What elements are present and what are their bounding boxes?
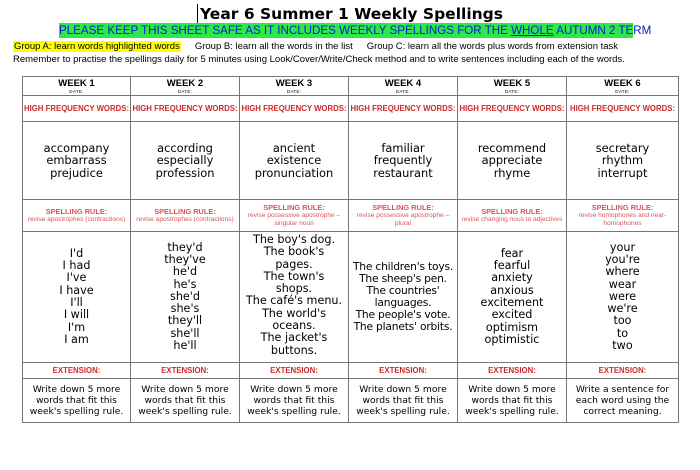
spelling-word: The café's menu.: [245, 294, 343, 308]
banner-text-end: AUTUMN 2 TERM: [553, 24, 652, 37]
high-frequency-label: HIGH FREQUENCY WORDS:: [240, 96, 349, 122]
sheet-title-text: Year 6 Summer 1 Weekly Spellings: [197, 4, 503, 24]
extension-label: EXTENSION:: [131, 363, 240, 379]
spelling-rule-row: [23, 200, 679, 232]
spelling-word: anxious: [490, 283, 534, 297]
spelling-word: I've: [66, 271, 87, 285]
spelling-word: you're: [605, 252, 640, 266]
week-header-3: [240, 77, 349, 96]
high-frequency-word: rhyme: [493, 165, 531, 180]
spelling-word: they'd: [167, 240, 203, 254]
high-frequency-words-week-2: [131, 122, 240, 200]
extension-label: EXTENSION:: [458, 363, 567, 379]
high-frequency-label: HIGH FREQUENCY WORDS:: [458, 96, 567, 122]
banner-text-underlined: WHOLE: [511, 24, 554, 37]
spelling-list-week-4: [349, 232, 458, 363]
spelling-word: pages.: [275, 257, 313, 271]
spelling-word: excitement: [480, 296, 544, 309]
spelling-rule-text: revise apostrophes (contractions): [136, 215, 234, 223]
extension-label: EXTENSION:: [240, 363, 349, 379]
spelling-word: The sheep's pen.: [359, 272, 447, 286]
spelling-rule-week-3: [240, 200, 349, 232]
spelling-word: she'll: [170, 326, 200, 340]
spelling-rule-week-6: [567, 200, 679, 232]
week-label: WEEK 3: [275, 78, 313, 89]
high-frequency-word: appreciate: [481, 153, 543, 168]
spelling-word: fearful: [493, 259, 531, 273]
high-frequency-word: ancient: [272, 140, 316, 155]
high-frequency-word: existence: [266, 153, 322, 168]
spelling-word: optimism: [485, 320, 539, 334]
date-label: DATE:: [286, 89, 302, 94]
spelling-word: I am: [64, 332, 89, 346]
date-label: DATE:: [177, 89, 193, 94]
spellings-table: [22, 76, 679, 423]
spelling-word: The world's: [261, 306, 327, 320]
spelling-word: too: [613, 314, 632, 328]
extension-task-week-1: Write down 5 more words that fit this week's spelling rule.: [23, 379, 131, 423]
spelling-word: languages.: [374, 296, 432, 309]
spelling-word: shops.: [275, 282, 313, 296]
extension-label-row: [23, 363, 679, 379]
spelling-word: your: [609, 240, 636, 254]
spelling-rule-week-2: [131, 200, 240, 232]
high-frequency-word: prejudice: [50, 165, 103, 180]
spelling-word: The countries': [366, 284, 440, 298]
high-frequency-word: interrupt: [597, 165, 648, 180]
spelling-word: I have: [59, 283, 94, 297]
date-label: DATE:: [69, 89, 84, 94]
spelling-word: The jacket's: [260, 331, 328, 345]
spelling-list-week-2: [131, 232, 240, 363]
high-frequency-word: frequently: [373, 153, 433, 168]
high-frequency-word: according: [157, 140, 213, 155]
spelling-list-week-1: [23, 232, 131, 363]
week-label: WEEK 5: [493, 78, 531, 89]
high-frequency-words-week-3: [240, 122, 349, 200]
extension-task-week-6: Write a sentence for each word using the correct meaning.: [567, 379, 679, 423]
high-frequency-word: secretary: [595, 140, 650, 155]
high-frequency-words-row: [23, 122, 679, 200]
spelling-rule-text: revise homophones and near-homophones: [578, 212, 667, 227]
spelling-word: The boy's dog.: [253, 233, 335, 246]
spelling-word: he'd: [172, 265, 198, 279]
high-frequency-word: accompany: [43, 140, 110, 155]
group-c-instruction: Group C: learn all the words plus words from extension task: [366, 41, 619, 52]
high-frequency-word: rhythm: [601, 153, 644, 168]
week-label: WEEK 1: [58, 78, 95, 89]
spelling-word: two: [612, 339, 633, 353]
spelling-rule-label: SPELLING RULE:: [372, 203, 434, 213]
spelling-word: I will: [63, 308, 90, 322]
spelling-word: fear: [500, 246, 524, 260]
spelling-rule-week-1: [23, 200, 131, 232]
spelling-rule-label: SPELLING RULE:: [481, 206, 543, 216]
spelling-word: oceans.: [272, 319, 316, 333]
high-frequency-word: profession: [155, 165, 215, 180]
week-header-4: [349, 77, 458, 96]
spelling-rule-text: revise possessive apostrophe –singular noun: [247, 212, 341, 227]
spelling-word: The children's toys.: [352, 260, 454, 274]
extension-task-week-4: Write down 5 more words that fit this week's spelling rule.: [349, 379, 458, 423]
spelling-rule-label: SPELLING RULE:: [591, 203, 654, 213]
spelling-word: anxiety: [491, 271, 533, 285]
spelling-list-row: [23, 232, 679, 363]
spelling-word: were: [608, 289, 637, 303]
spelling-word: we're: [607, 302, 638, 316]
spelling-word: The planets' orbits.: [353, 319, 453, 333]
spelling-word: buttons.: [270, 343, 318, 357]
spelling-word: I'd: [69, 246, 84, 260]
banner-text-start: PLEASE KEEP THIS SHEET SAFE AS IT INCLUDES WEEKLY SPELLINGS FOR THE: [59, 24, 512, 37]
high-frequency-words-week-4: [349, 122, 458, 200]
spelling-word: I had: [62, 259, 91, 273]
spelling-rule-label: SPELLING RULE:: [154, 206, 216, 216]
high-frequency-label: HIGH FREQUENCY WORDS:: [23, 96, 131, 122]
high-frequency-word: especially: [156, 153, 214, 168]
high-frequency-word: embarrass: [46, 153, 107, 168]
week-label: WEEK 6: [604, 78, 641, 89]
spelling-rule-text: revise apostrophes (contractions): [27, 215, 126, 223]
spelling-word: The town's: [263, 269, 325, 283]
spelling-word: wear: [608, 277, 637, 291]
spelling-rule-week-4: [349, 200, 458, 232]
spelling-word: she'd: [170, 289, 200, 303]
high-frequency-words-week-1: [23, 122, 131, 200]
date-label: DATE:: [504, 89, 520, 94]
high-frequency-label: HIGH FREQUENCY WORDS:: [567, 96, 679, 122]
extension-task-row: [23, 379, 679, 423]
spelling-word: they'll: [167, 314, 203, 328]
high-frequency-label: HIGH FREQUENCY WORDS:: [131, 96, 240, 122]
spelling-rule-week-5: [458, 200, 567, 232]
spelling-rule-text: revise changing nous to adjectives: [461, 215, 563, 223]
extension-task-week-5: Write down 5 more words that fit this week's spelling rule.: [458, 379, 567, 423]
high-frequency-word: pronunciation: [254, 165, 334, 180]
group-b-instruction: Group B: learn all the words in the list: [194, 41, 353, 52]
high-frequency-word: familiar: [381, 140, 425, 155]
high-frequency-word: restaurant: [373, 165, 433, 180]
extension-label: EXTENSION:: [23, 363, 131, 379]
practice-reminder: Remember to practise the spellings daily for 5 minutes using Look/Cover/Write/Check method and to write sentences including each of the words.: [13, 54, 625, 65]
spelling-rule-label: SPELLING RULE:: [45, 206, 108, 216]
date-label: DATE:: [615, 89, 630, 94]
spelling-word: he'll: [173, 339, 197, 353]
week-label: WEEK 4: [384, 78, 422, 89]
spelling-list-week-5: [458, 232, 567, 363]
spelling-word: where: [605, 265, 640, 279]
spelling-word: The people's vote.: [355, 307, 451, 321]
spelling-rule-text: revise possessive apostrophe – plural: [356, 212, 450, 227]
spelling-list-week-3: [240, 232, 349, 363]
spelling-word: he's: [173, 277, 197, 291]
spelling-word: I'm: [67, 320, 86, 334]
date-label: DATE:: [395, 89, 411, 94]
sheet-title: [0, 4, 700, 24]
extension-task-week-3: Write down 5 more words that fit this week's spelling rule.: [240, 379, 349, 423]
extension-label: EXTENSION:: [567, 363, 679, 379]
week-header-6: [567, 77, 679, 96]
group-a-instruction: Group A: learn words highlighted words: [14, 41, 180, 52]
spelling-list-week-6: [567, 232, 679, 363]
high-frequency-word: recommend: [477, 140, 547, 155]
week-header-1: [23, 77, 131, 96]
extension-label: EXTENSION:: [349, 363, 458, 379]
week-header-5: [458, 77, 567, 96]
spelling-word: they've: [164, 252, 206, 266]
high-frequency-words-week-5: [458, 122, 567, 200]
high-frequency-words-week-6: [567, 122, 679, 200]
week-label: WEEK 2: [166, 78, 204, 89]
high-frequency-label-row: [23, 96, 679, 122]
spelling-word: she's: [170, 302, 200, 316]
group-instructions: [13, 41, 618, 53]
spelling-rule-label: SPELLING RULE:: [263, 203, 325, 213]
spelling-word: I'll: [70, 296, 83, 309]
spelling-word: to: [616, 326, 629, 340]
extension-task-week-2: Write down 5 more words that fit this week's spelling rule.: [131, 379, 240, 423]
week-header-2: [131, 77, 240, 96]
spelling-word: The book's: [263, 245, 325, 259]
high-frequency-label: HIGH FREQUENCY WORDS:: [349, 96, 458, 122]
keep-safe-banner: [59, 23, 652, 38]
spelling-word: optimistic: [484, 332, 540, 346]
week-header-row: [23, 77, 679, 96]
spelling-word: excited: [491, 308, 533, 322]
